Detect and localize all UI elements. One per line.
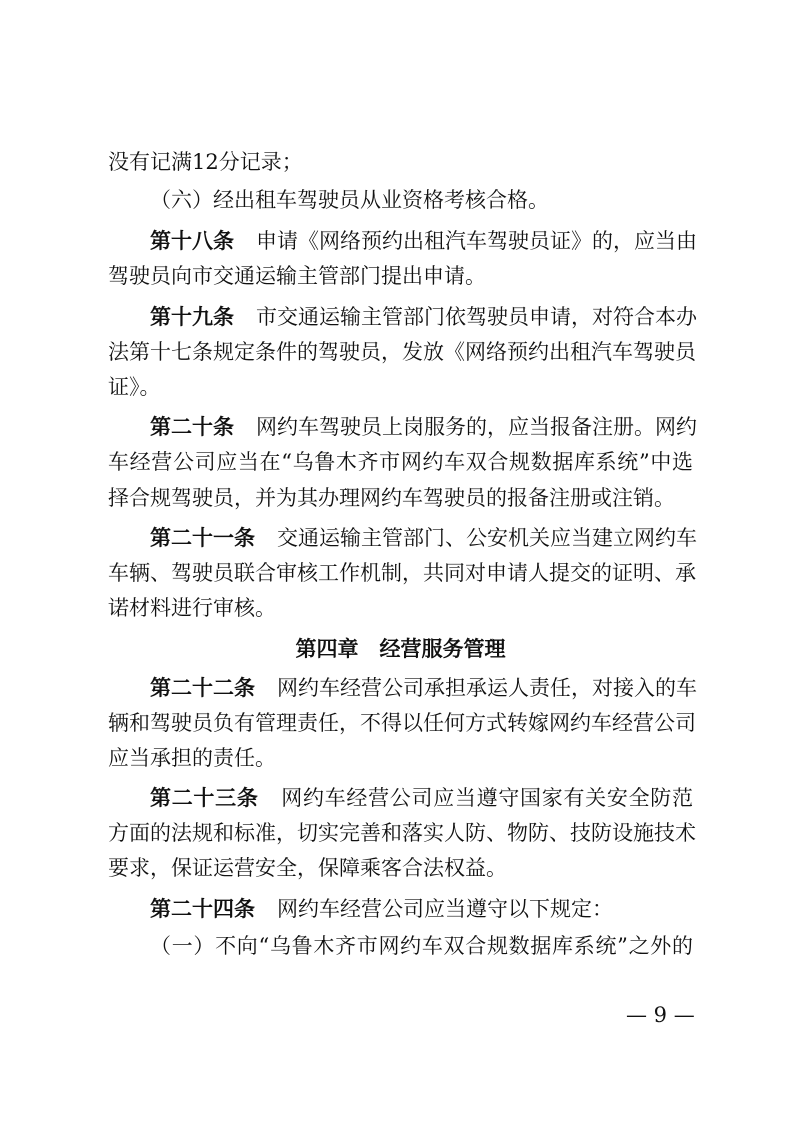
text-line: （一）不向“乌鲁木齐市网约车双合规数据库系统”之外的 [150, 934, 693, 958]
chapter-heading: 第四章 经营服务管理 [295, 637, 506, 661]
article-22-line: 第二十二条 网约车经营公司承担承运人责任，对接入的车 [150, 676, 697, 700]
text-line: 证》。 [108, 375, 161, 399]
page-number: — 9 — [626, 1003, 695, 1027]
article-number: 第二十二条 [150, 676, 255, 700]
text-line: 辆和驾驶员负有管理责任，不得以任何方式转嫁网约车经营公司 [108, 711, 696, 735]
text-line: 诺材料进行审核。 [108, 596, 276, 620]
text-line: 择合规驾驶员，并为其办理网约车驾驶员的报备注册或注销。 [108, 486, 675, 510]
article-20-line: 第二十条 网约车驾驶员上岗服务的，应当报备注册。网约 [150, 415, 697, 439]
article-23-line: 第二十三条 网约车经营公司应当遵守国家有关安全防范 [150, 786, 694, 810]
text-line: 法第十七条规定条件的驾驶员，发放《网络预约出租汽车驾驶员 [108, 340, 696, 364]
article-number: 第十八条 [150, 229, 234, 253]
article-number: 第十九条 [150, 305, 234, 329]
article-number: 第二十三条 [150, 786, 259, 810]
article-24-line: 第二十四条 网约车经营公司应当遵守以下规定： [150, 897, 613, 921]
text-line: （六）经出租车驾驶员从业资格考核合格。 [150, 188, 549, 212]
text-line: 要求，保证运营安全，保障乘客合法权益。 [108, 856, 507, 880]
text-line: 车经营公司应当在“乌鲁木齐市网约车双合规数据库系统”中选 [108, 450, 693, 474]
text-line: 应当承担的责任。 [108, 746, 276, 770]
text-line: 方面的法规和标准，切实完善和落实人防、物防、技防设施技术 [108, 821, 696, 845]
text-line: 车辆、驾驶员联合审核工作机制，共同对申请人提交的证明、承 [108, 561, 696, 585]
article-19-line: 第十九条 市交通运输主管部门依驾驶员申请，对符合本办 [150, 305, 697, 329]
article-number: 第二十四条 [150, 897, 255, 921]
text-line: 没有记满12分记录； [108, 150, 303, 174]
article-number: 第二十一条 [150, 526, 255, 550]
article-number: 第二十条 [150, 415, 234, 439]
article-18-line: 第十八条 申请《网络预约出租汽车驾驶员证》的，应当由 [150, 229, 697, 253]
article-21-line: 第二十一条 交通运输主管部门、公安机关应当建立网约车 [150, 526, 697, 550]
text-line: 驾驶员向市交通运输主管部门提出申请。 [108, 264, 486, 288]
